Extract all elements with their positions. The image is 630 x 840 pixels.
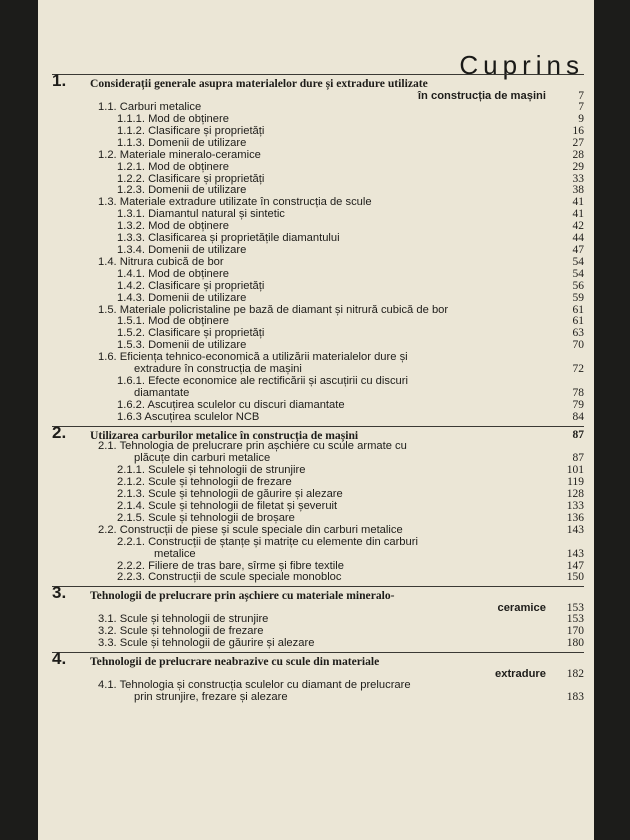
entry-title: 2.2.1. Construcții de ștanțe și matrițe cu elemente din carburi (117, 535, 418, 548)
toc-entry (52, 269, 584, 281)
entry-title: 2.1.3. Scule și tehnologii de găurire și alezare (117, 488, 343, 501)
entry-title: 1.6.3 Ascuțirea sculelor NCB (117, 410, 260, 423)
entry-title: 1.1.2. Clasificare și proprietăți (117, 124, 265, 137)
entry-title: 1.1. Carburi metalice (98, 101, 202, 114)
entry-title: prin strunjire, frezare și alezare (134, 691, 288, 704)
toc-entry (52, 352, 584, 364)
toc-entry (52, 257, 584, 269)
entry-page-number: 41 (572, 208, 584, 221)
entry-page-number: 70 (572, 339, 584, 352)
entry-title: în construcția de mașini (417, 89, 546, 102)
entry-page-number: 133 (566, 500, 584, 513)
entry-page-number: 47 (572, 243, 584, 256)
toc-entry (52, 549, 584, 561)
entry-page-number: 101 (566, 464, 584, 477)
entry-title: 1.4. Nitrura cubică de bor (98, 255, 224, 268)
entry-title: 1.3.1. Diamantul natural și sintetic (117, 208, 285, 221)
toc-entry (52, 692, 584, 704)
entry-title: metalice (154, 547, 196, 560)
entry-page-number: 42 (572, 220, 584, 233)
entry-title: 2.1.4. Scule și tehnologii de filetat și șeveruit (117, 500, 338, 513)
entry-page-number: 128 (566, 488, 584, 501)
entry-title: 1.5. Materiale policristaline pe bază de diamant și nitrură cubică de bor (98, 303, 449, 316)
toc-entry (52, 281, 584, 293)
toc-entry (52, 680, 584, 692)
toc-entry (52, 150, 584, 162)
entry-page-number: 84 (572, 410, 584, 423)
entry-page-number: 153 (566, 602, 584, 615)
entry-page-number: 61 (572, 315, 584, 328)
entry-page-number: 143 (566, 523, 584, 536)
entry-title: Considerații generale asupra materialelor dure și extradure utilizate (90, 77, 428, 90)
entry-title: 2.2.3. Construcții de scule speciale monobloc (117, 571, 342, 584)
entry-page-number: 170 (566, 625, 584, 638)
entry-title: 3.3. Scule și tehnologii de găurire și alezare (98, 637, 315, 650)
entry-title: plăcuțe din carburi metalice (134, 452, 271, 465)
toc-entry (52, 638, 584, 650)
entry-page-number: 9 (578, 113, 584, 126)
chapter-number: 4. (52, 649, 67, 669)
chapter-entry (52, 583, 584, 603)
entry-title: 4.1. Tehnologia și construcția sculelor cu diamant de prelucrare (98, 679, 411, 692)
chapter-entry (52, 71, 584, 90)
entry-page-number: 7 (578, 101, 584, 114)
entry-page-number: 16 (572, 124, 584, 137)
entry-title: 1.1.1. Mod de obținere (117, 113, 229, 126)
entry-title: 1.5.2. Clasificare și proprietăți (117, 327, 265, 340)
entry-title: 2.1.2. Scule și tehnologii de frezare (117, 476, 292, 489)
entry-page-number: 54 (572, 255, 584, 268)
toc-entry (52, 162, 584, 174)
entry-page-number: 7 (578, 89, 584, 102)
table-of-contents (52, 72, 584, 704)
entry-title: Tehnologii de prelucrare neabrazive cu scule din materiale (90, 655, 380, 669)
entry-page-number: 87 (572, 428, 584, 441)
entry-title: 3.1. Scule și tehnologii de strunjire (98, 613, 269, 626)
entry-page-number: 183 (566, 691, 584, 704)
entry-title: 1.2.1. Mod de obținere (117, 160, 229, 173)
entry-title: Utilizarea carburilor metalice în construcția de mașini (90, 428, 359, 442)
entry-title: 2.1. Tehnologia de prelucrare prin așchiere cu scule armate cu (98, 440, 407, 453)
entry-page-number: 59 (572, 291, 584, 304)
entry-title: 1.2. Materiale mineralo-ceramice (98, 148, 261, 161)
chapter-number: 3. (52, 583, 67, 603)
entry-title: 1.6.1. Efecte economice ale rectificării și ascuțirii cu discuri (117, 374, 408, 387)
entry-title: 1.3.3. Clasificarea și proprietățile diamantului (117, 232, 340, 245)
entry-page-number: 78 (572, 386, 584, 399)
toc-entry (52, 293, 584, 305)
entry-title: 1.2.3. Domenii de utilizare (117, 184, 247, 197)
page-title: Cuprins (459, 50, 584, 80)
chapter-number: 1. (52, 71, 67, 90)
entry-page-number: 33 (572, 172, 584, 185)
toc-entry (52, 376, 584, 388)
entry-page-number: 56 (572, 279, 584, 292)
entry-title: 1.6.2. Ascuțirea sculelor cu discuri diamantate (117, 398, 345, 411)
entry-title: 1.3. Materiale extradure utilizate în construcția de scule (98, 196, 372, 209)
entry-title: 2.1.1. Sculele și tehnologii de strunjire (117, 464, 306, 477)
entry-page-number: 143 (566, 547, 584, 560)
toc-entry (52, 388, 584, 400)
entry-title: 1.2.2. Clasificare și proprietăți (117, 172, 265, 185)
entry-title: 1.5.3. Domenii de utilizare (117, 339, 247, 352)
entry-page-number: 119 (567, 476, 584, 489)
entry-page-number: 28 (572, 148, 584, 161)
entry-page-number: 44 (572, 232, 584, 245)
entry-title: 3.2. Scule și tehnologii de frezare (98, 625, 264, 638)
entry-title: 1.5.1. Mod de obținere (117, 315, 229, 328)
book-page (38, 0, 594, 840)
entry-title: 1.3.2. Mod de obținere (117, 220, 229, 233)
entry-title: 2.2. Construcții de piese și scule speciale din carburi metalice (98, 523, 403, 536)
entry-page-number: 41 (572, 196, 584, 209)
toc-entry (52, 400, 584, 412)
toc-entry (52, 537, 584, 549)
chapter-entry (52, 649, 584, 669)
entry-page-number: 150 (566, 571, 584, 584)
entry-title: extradure (495, 668, 546, 681)
entry-page-number: 147 (566, 559, 584, 572)
entry-page-number: 38 (572, 184, 584, 197)
toc-entry (52, 525, 584, 537)
entry-page-number: 63 (572, 327, 584, 340)
entry-page-number: 180 (566, 637, 584, 650)
entry-page-number: 72 (572, 363, 584, 376)
toc-entry (52, 572, 584, 584)
entry-title: 1.1.3. Domenii de utilizare (117, 136, 247, 149)
toc-entry (52, 441, 584, 453)
entry-title: extradure în construcția de mașini (134, 363, 302, 376)
entry-title: 1.4.3. Domenii de utilizare (117, 291, 247, 304)
entry-page-number: 136 (566, 511, 584, 524)
entry-title: 1.3.4. Domenii de utilizare (117, 243, 247, 256)
entry-title: 1.4.2. Clasificare și proprietăți (117, 279, 265, 292)
entry-title: diamantate (134, 386, 190, 399)
entry-page-number: 87 (572, 452, 584, 465)
toc-entry (52, 138, 584, 150)
entry-title: 2.1.5. Scule și tehnologii de broșare (117, 511, 295, 524)
entry-title: 2.2.2. Filiere de tras bare, sîrme și fibre textile (117, 559, 344, 572)
entry-page-number: 27 (572, 136, 584, 149)
chapter-number: 2. (52, 422, 67, 442)
entry-page-number: 153 (566, 613, 584, 626)
entry-title: 1.4.1. Mod de obținere (117, 267, 229, 280)
entry-title: ceramice (497, 602, 546, 615)
entry-page-number: 29 (572, 160, 584, 173)
entry-title: Tehnologii de prelucrare prin așchiere cu materiale mineralo- (90, 589, 395, 603)
entry-page-number: 61 (572, 303, 584, 316)
entry-page-number: 79 (572, 398, 584, 411)
entry-title: 1.6. Eficiența tehnico-economică a utilizării materialelor dure și (98, 351, 408, 364)
entry-page-number: 182 (566, 668, 584, 681)
toc-entry (52, 412, 584, 424)
entry-page-number: 54 (572, 267, 584, 280)
chapter-entry (52, 422, 584, 442)
